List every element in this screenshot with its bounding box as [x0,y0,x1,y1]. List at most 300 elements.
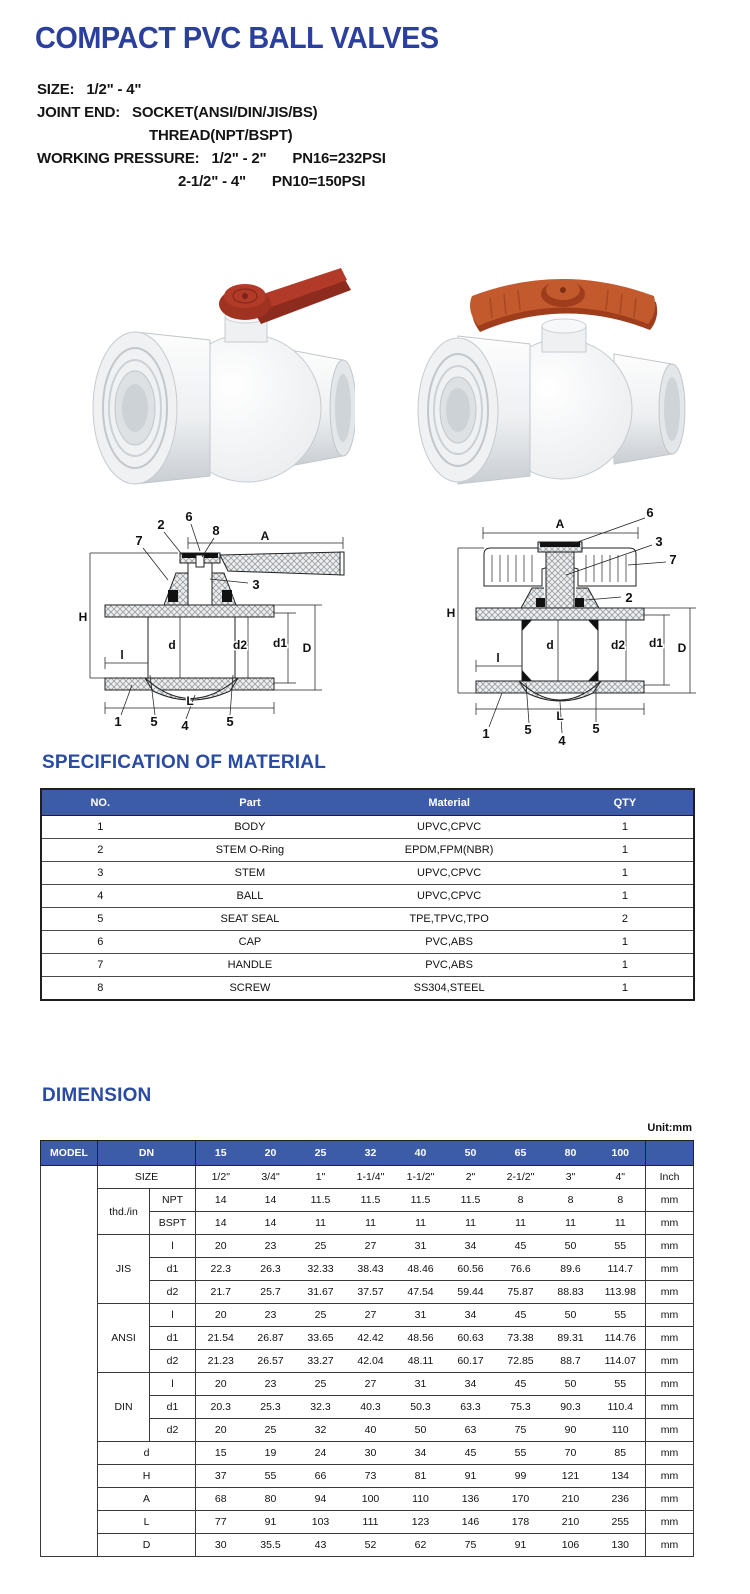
row-label: d2 [150,1350,196,1373]
dim-label-L: L [556,709,564,723]
value-cell: 20 [196,1373,246,1396]
value-cell: 76.6 [496,1258,546,1281]
value-cell: 4" [596,1166,646,1189]
dim-label-d: d [168,638,176,652]
value-cell: 75 [446,1534,496,1557]
unit-cell: mm [646,1304,694,1327]
value-cell: 11 [546,1212,596,1235]
value-cell: 114.7 [596,1258,646,1281]
column-header: Material [341,789,556,816]
cell: SEAT SEAL [159,908,342,931]
dimension-row [41,1442,694,1465]
value-cell: 48.11 [396,1350,446,1373]
cell: 1 [557,839,694,862]
value-cell: 42.42 [346,1327,396,1350]
cell: 2 [41,839,159,862]
value-cell: 81 [396,1465,446,1488]
dimension-table-body [41,1166,694,1557]
value-cell: 73 [346,1465,396,1488]
value-cell: 255 [596,1511,646,1534]
part-label-4: 4 [558,733,566,748]
dimension-row [41,1373,694,1396]
value-cell: 50 [396,1419,446,1442]
value-cell: 14 [196,1189,246,1212]
value-cell: 11 [296,1212,346,1235]
cell: 5 [41,908,159,931]
dimension-row [41,1511,694,1534]
cell: UPVC,CPVC [341,816,556,839]
value-cell: 136 [446,1488,496,1511]
value-cell: 91 [446,1465,496,1488]
value-cell: 24 [296,1442,346,1465]
unit-cell: mm [646,1465,694,1488]
value-cell: 33.27 [296,1350,346,1373]
value-cell: 34 [446,1304,496,1327]
value-cell: 114.07 [596,1350,646,1373]
dimension-row [41,1166,694,1189]
value-cell: 121 [546,1465,596,1488]
row-group-label: JIS [98,1235,150,1304]
value-cell: 23 [246,1373,296,1396]
value-cell: 45 [446,1442,496,1465]
cell: 2 [557,908,694,931]
value-cell: 43 [296,1534,346,1557]
value-cell: 55 [246,1465,296,1488]
value-cell: 14 [246,1189,296,1212]
value-cell: 75.87 [496,1281,546,1304]
value-cell: 110 [596,1419,646,1442]
material-table [40,788,695,1001]
cell: 3 [41,862,159,885]
part-label-1: 1 [114,714,122,729]
valve-body [93,309,355,484]
part-label-5b: 5 [226,714,234,729]
value-cell: 146 [446,1511,496,1534]
value-cell: 113.98 [596,1281,646,1304]
value-cell: 19 [246,1442,296,1465]
column-header [646,1141,694,1166]
column-header: 50 [446,1141,496,1166]
material-row [41,885,694,908]
cell: 1 [557,816,694,839]
dimension-row [41,1189,694,1212]
dim-label-L: L [186,694,194,708]
material-section-heading: SPECIFICATION OF MATERIAL [42,752,327,773]
dim-label-l: l [120,648,124,662]
value-cell: 11.5 [396,1189,446,1212]
spec-pressure-label: WORKING PRESSURE: [37,150,200,167]
value-cell: 90.3 [546,1396,596,1419]
cell: PVC,ABS [341,931,556,954]
value-cell: 22.3 [196,1258,246,1281]
unit-cell: mm [646,1373,694,1396]
value-cell: 77 [196,1511,246,1534]
dim-label-H: H [78,610,88,624]
value-cell: 60.17 [446,1350,496,1373]
cell: 1 [557,862,694,885]
spec-joint-thread-line [37,124,386,147]
value-cell: 111 [346,1511,396,1534]
column-header: QTY [557,789,694,816]
value-cell: 123 [396,1511,446,1534]
part-label-4: 4 [181,718,189,733]
dim-label-A: A [555,517,565,531]
value-cell: 11.5 [296,1189,346,1212]
value-cell: 34 [446,1235,496,1258]
row-label: d1 [150,1327,196,1350]
material-table-header-row [41,789,694,816]
value-cell: 25 [246,1419,296,1442]
value-cell: 52 [346,1534,396,1557]
row-label: d1 [150,1396,196,1419]
value-cell: 66 [296,1465,346,1488]
material-row [41,977,694,1001]
value-cell: 75 [496,1419,546,1442]
value-cell: 90 [546,1419,596,1442]
value-cell: 31 [396,1235,446,1258]
row-label: SIZE [98,1166,196,1189]
cell: SS304,STEEL [341,977,556,1001]
spec-pressure-2 [37,170,386,193]
value-cell: 34 [446,1373,496,1396]
part-label-2: 2 [625,590,633,605]
column-header: DN [98,1141,196,1166]
lever-handle [219,268,351,324]
column-header: Part [159,789,342,816]
value-cell: 14 [246,1212,296,1235]
column-header: 20 [246,1141,296,1166]
column-header: 80 [546,1141,596,1166]
value-cell: 210 [546,1488,596,1511]
dimension-table [40,1140,694,1557]
value-cell: 48.56 [396,1327,446,1350]
row-label: A [98,1488,196,1511]
unit-cell: mm [646,1396,694,1419]
column-header: 65 [496,1141,546,1166]
value-cell: 106 [546,1534,596,1557]
valve-section [105,552,344,700]
row-label: NPT [150,1189,196,1212]
part-label-5b: 5 [592,721,600,736]
value-cell: 11 [346,1212,396,1235]
value-cell: 25 [296,1235,346,1258]
value-cell: 59.44 [446,1281,496,1304]
value-cell: 50.3 [396,1396,446,1419]
material-row [41,954,694,977]
row-group-label: thd./in [98,1189,150,1235]
row-label: L [98,1511,196,1534]
value-cell: 25 [296,1373,346,1396]
value-cell: 75.3 [496,1396,546,1419]
cell: HANDLE [159,954,342,977]
value-cell: 30 [196,1534,246,1557]
value-cell: 48.46 [396,1258,446,1281]
value-cell: 60.63 [446,1327,496,1350]
row-label: l [150,1304,196,1327]
cell: 7 [41,954,159,977]
spec-pressure-range-2: 2-1/2" - 4" [178,173,246,190]
value-cell: 26.57 [246,1350,296,1373]
value-cell: 134 [596,1465,646,1488]
column-header: 40 [396,1141,446,1166]
value-cell: 20 [196,1304,246,1327]
value-cell: 35.5 [246,1534,296,1557]
spec-joint-end [37,101,386,124]
spec-joint-thread: THREAD(NPT/BSPT) [149,127,293,144]
value-cell: 11 [596,1212,646,1235]
value-cell: 45 [496,1235,546,1258]
part-label-8: 8 [212,523,220,538]
spec-size-label: SIZE: [37,81,75,98]
value-cell: 27 [346,1373,396,1396]
value-cell: 32.33 [296,1258,346,1281]
part-label-5: 5 [524,722,532,737]
row-label: H [98,1465,196,1488]
value-cell: 11 [396,1212,446,1235]
row-label: d [98,1442,196,1465]
unit-cell: mm [646,1442,694,1465]
valve-body [418,319,685,484]
cell: 1 [41,816,159,839]
cell: UPVC,CPVC [341,885,556,908]
value-cell: 170 [496,1488,546,1511]
dimension-row [41,1488,694,1511]
part-label-6: 6 [646,505,654,520]
column-header: 100 [596,1141,646,1166]
diagram-labels [447,505,687,748]
row-label: l [150,1373,196,1396]
value-cell: 11 [496,1212,546,1235]
column-header: 15 [196,1141,246,1166]
value-cell: 45 [496,1373,546,1396]
value-cell: 103 [296,1511,346,1534]
page-title: COMPACT PVC BALL VALVES [35,20,439,55]
spec-size-value: 1/2" - 4" [86,81,142,98]
cell: UPVC,CPVC [341,862,556,885]
value-cell: 2-1/2" [496,1166,546,1189]
product-specs [37,78,386,193]
value-cell: 11.5 [446,1189,496,1212]
value-cell: 23 [246,1235,296,1258]
value-cell: 8 [546,1189,596,1212]
value-cell: 15 [196,1442,246,1465]
unit-cell: mm [646,1258,694,1281]
value-cell: 38.43 [346,1258,396,1281]
value-cell: 55 [596,1235,646,1258]
spec-pressure-range-1: 1/2" - 2" [211,150,267,167]
value-cell: 236 [596,1488,646,1511]
value-cell: 3/4" [246,1166,296,1189]
value-cell: 88.7 [546,1350,596,1373]
dimension-row [41,1304,694,1327]
spec-pressure-1 [37,147,386,170]
row-label: BSPT [150,1212,196,1235]
value-cell: 60.56 [446,1258,496,1281]
value-cell: 63.3 [446,1396,496,1419]
cell: STEM O-Ring [159,839,342,862]
value-cell: 62 [396,1534,446,1557]
unit-cell: mm [646,1235,694,1258]
value-cell: 68 [196,1488,246,1511]
value-cell: 50 [546,1373,596,1396]
value-cell: 37.57 [346,1281,396,1304]
value-cell: 45 [496,1304,546,1327]
cell: SCREW [159,977,342,1001]
value-cell: 8 [496,1189,546,1212]
unit-cell: mm [646,1327,694,1350]
value-cell: 89.6 [546,1258,596,1281]
value-cell: 21.54 [196,1327,246,1350]
value-cell: 32 [296,1419,346,1442]
value-cell: 20 [196,1419,246,1442]
value-cell: 110 [396,1488,446,1511]
cell: CAP [159,931,342,954]
value-cell: 40.3 [346,1396,396,1419]
dim-label-d1: d1 [648,636,664,650]
spec-joint-label: JOINT END: [37,104,121,121]
value-cell: 1-1/2" [396,1166,446,1189]
value-cell: 42.04 [346,1350,396,1373]
value-cell: 21.23 [196,1350,246,1373]
column-header: 32 [346,1141,396,1166]
unit-cell: mm [646,1281,694,1304]
model-cell [41,1166,98,1557]
value-cell: 23 [246,1304,296,1327]
part-label-1: 1 [482,726,490,741]
row-group-label: DIN [98,1373,150,1442]
value-cell: 20 [196,1235,246,1258]
value-cell: 114.76 [596,1327,646,1350]
material-row [41,908,694,931]
spec-pressure-psi-2: PN10=150PSI [271,173,366,190]
value-cell: 11.5 [346,1189,396,1212]
value-cell: 94 [296,1488,346,1511]
part-label-7: 7 [135,533,143,548]
unit-cell: mm [646,1419,694,1442]
unit-cell: mm [646,1350,694,1373]
value-cell: 33.65 [296,1327,346,1350]
value-cell: 27 [346,1235,396,1258]
material-row [41,839,694,862]
cell: EPDM,FPM(NBR) [341,839,556,862]
value-cell: 1" [296,1166,346,1189]
value-cell: 37 [196,1465,246,1488]
value-cell: 100 [346,1488,396,1511]
cell: 6 [41,931,159,954]
value-cell: 11 [446,1212,496,1235]
part-label-7: 7 [669,552,677,567]
spec-pressure-psi-1: PN16=232PSI [292,150,386,167]
value-cell: 89.31 [546,1327,596,1350]
unit-cell: mm [646,1189,694,1212]
value-cell: 63 [446,1419,496,1442]
spec-joint-socket: SOCKET(ANSI/DIN/JIS/BS) [132,104,318,121]
value-cell: 110.4 [596,1396,646,1419]
cell: STEM [159,862,342,885]
column-header: 25 [296,1141,346,1166]
lever-valve-photo [85,246,355,491]
dim-label-l: l [496,651,500,665]
value-cell: 50 [546,1304,596,1327]
dimension-header-row [41,1141,694,1166]
dimension-row [41,1534,694,1557]
butterfly-valve-photo [412,252,690,492]
cell: 8 [41,977,159,1001]
butterfly-valve-diagram [420,495,750,750]
valve-section [476,542,644,701]
row-group-label: ANSI [98,1304,150,1373]
value-cell: 2" [446,1166,496,1189]
value-cell: 1-1/4" [346,1166,396,1189]
value-cell: 85 [596,1442,646,1465]
cell: 1 [557,931,694,954]
lever-valve-diagram [60,495,405,750]
value-cell: 31 [396,1304,446,1327]
unit-cell: mm [646,1212,694,1235]
dim-label-D: D [302,641,312,655]
value-cell: 178 [496,1511,546,1534]
value-cell: 72.85 [496,1350,546,1373]
dimension-section-heading: DIMENSION [42,1085,152,1106]
spec-size [37,78,386,101]
unit-cell: mm [646,1534,694,1557]
value-cell: 73.38 [496,1327,546,1350]
dim-label-d1: d1 [272,636,288,650]
dim-label-H: H [446,606,456,620]
unit-cell: Inch [646,1166,694,1189]
value-cell: 55 [596,1373,646,1396]
value-cell: 3" [546,1166,596,1189]
row-label: l [150,1235,196,1258]
material-row [41,816,694,839]
unit-cell: mm [646,1488,694,1511]
dim-label-d2: d2 [610,638,626,652]
value-cell: 34 [396,1442,446,1465]
value-cell: 30 [346,1442,396,1465]
value-cell: 55 [496,1442,546,1465]
value-cell: 50 [546,1235,596,1258]
column-header: NO. [41,789,159,816]
value-cell: 31 [396,1373,446,1396]
dim-label-d2: d2 [232,638,248,652]
value-cell: 26.87 [246,1327,296,1350]
part-label-3: 3 [252,577,260,592]
value-cell: 80 [246,1488,296,1511]
cell: 1 [557,954,694,977]
row-label: d1 [150,1258,196,1281]
part-label-6: 6 [185,509,193,524]
row-label: d2 [150,1419,196,1442]
dim-label-D: D [677,641,687,655]
value-cell: 32.3 [296,1396,346,1419]
value-cell: 55 [596,1304,646,1327]
value-cell: 47.54 [396,1281,446,1304]
value-cell: 21.7 [196,1281,246,1304]
cell: 4 [41,885,159,908]
material-table-body [41,816,694,1001]
material-row [41,931,694,954]
value-cell: 27 [346,1304,396,1327]
value-cell: 31.67 [296,1281,346,1304]
row-label: d2 [150,1281,196,1304]
value-cell: 20.3 [196,1396,246,1419]
dimension-row [41,1235,694,1258]
value-cell: 14 [196,1212,246,1235]
value-cell: 70 [546,1442,596,1465]
value-cell: 99 [496,1465,546,1488]
part-label-2: 2 [157,517,165,532]
part-label-5: 5 [150,714,158,729]
